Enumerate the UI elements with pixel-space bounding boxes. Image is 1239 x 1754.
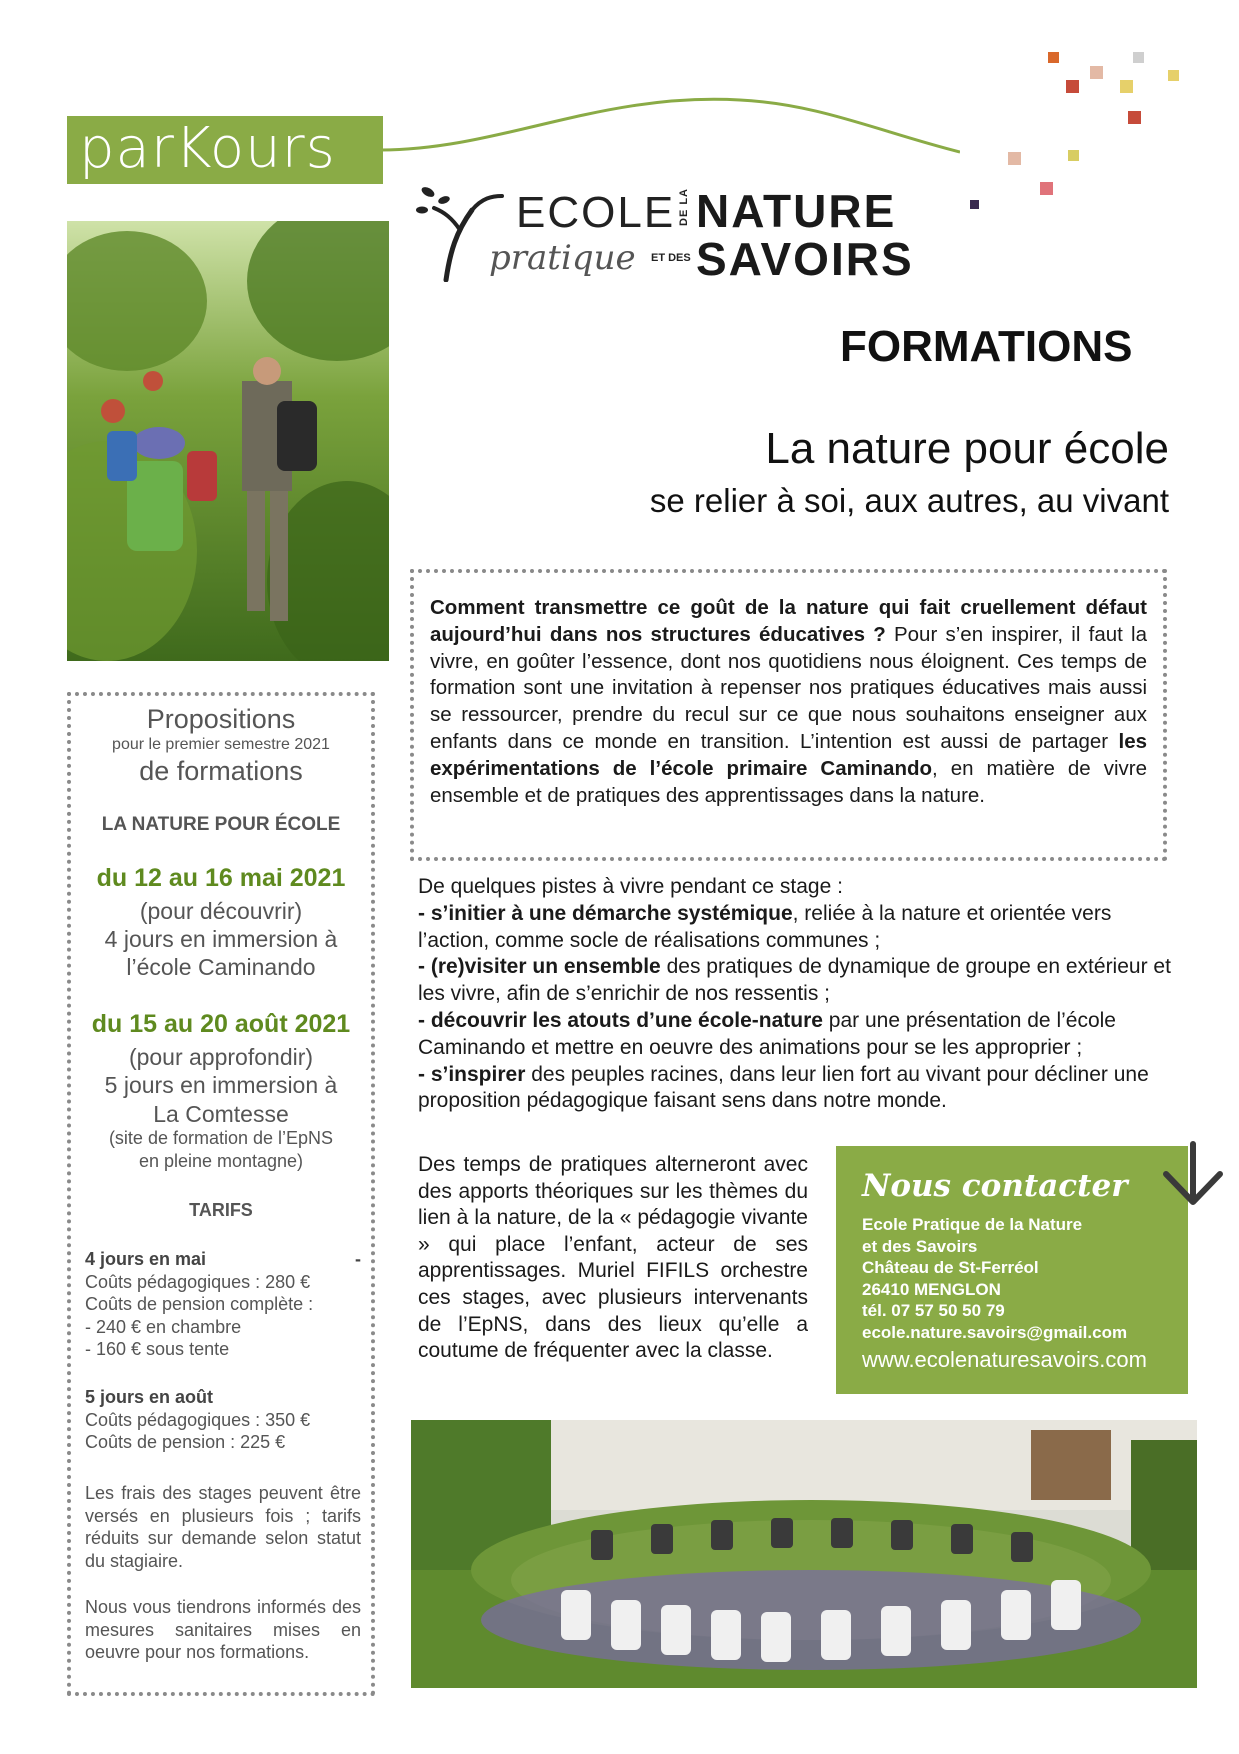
- tarif-line: Coûts pédagogiques : 280 €: [85, 1271, 311, 1292]
- sidebar-subheading: de formations: [139, 756, 303, 786]
- pistes-section: [418, 874, 1178, 1115]
- frais-note: Les frais des stages peuvent être versés en plusieurs fois ; tarifs réduits sur demande selon statut du stagiaire.: [85, 1483, 361, 1571]
- session-2-line: (site de formation de l’EpNS: [108, 1128, 334, 1148]
- intro-box: [410, 569, 1167, 861]
- piste-item: - découvrir les atouts d’une école-nature par une présentation de l’école Caminando et mettre en oeuvre des animations pour se les approprier ;: [418, 1008, 1116, 1059]
- page-title: La nature pour école: [765, 424, 1169, 473]
- website-link[interactable]: www.ecolenaturesavoirs.com: [862, 1347, 1147, 1372]
- piste-item: - s’inspirer des peuples racines, dans leur lien fort au vivant pour décliner une proposition pédagogique faisant sens dans notre monde.: [418, 1062, 1149, 1113]
- tarif-line: Coûts de pension complète :: [85, 1294, 314, 1315]
- session-2-line: La Comtesse: [153, 1101, 289, 1127]
- logo-pratique: pratique: [489, 238, 636, 278]
- sidebar-program-name: LA NATURE POUR ÉCOLE: [101, 814, 341, 835]
- section-heading: FORMATIONS: [840, 322, 1133, 371]
- sidebar-semester: pour le premier semestre 2021: [112, 736, 330, 753]
- tarif-line: - 240 € en chambre: [85, 1316, 242, 1337]
- parkours-logo: parKours: [67, 116, 383, 184]
- swoosh-line: [380, 92, 960, 182]
- contact-line: et des Savoirs: [862, 1236, 978, 1256]
- tarif-line: - 160 € sous tente: [85, 1339, 230, 1360]
- intro-bold-2: les expérimentations de l’école primaire Caminando: [430, 729, 1147, 780]
- contact-email[interactable]: ecole.nature.savoirs@gmail.com: [862, 1322, 1128, 1342]
- logo-et-des: ET DES: [651, 252, 691, 264]
- sidebar-propositions: [67, 692, 375, 1696]
- tarif-mai: [85, 1248, 361, 1361]
- contact-line: 26410 MENGLON: [862, 1279, 1001, 1299]
- piste-item: - s’initier à une démarche systémique, reliée à la nature et orientée vers l’action, comme socle de réalisations communes ;: [418, 901, 1112, 952]
- tarif-line: Coûts de pension : 225 €: [85, 1432, 286, 1453]
- intro-text-2: , en matière de vivre ensemble et de pratiques des apprentissages dans la nature.: [430, 756, 1147, 807]
- logo-nature: NATURE: [696, 185, 897, 237]
- tarifs-heading: TARIFS: [189, 1200, 253, 1220]
- session-2-line: (pour approfondir): [128, 1044, 314, 1070]
- logo-savoirs: SAVOIRS: [696, 233, 914, 285]
- sanitaire-note: Nous vous tiendrons informés des mesures sanitaires mises en oeuvre pour nos formations.: [85, 1597, 361, 1663]
- contact-title: Nous contacter: [862, 1168, 1128, 1204]
- tarif-aout-head: 5 jours en août: [85, 1387, 214, 1407]
- page-subtitle: se relier à soi, aux autres, au vivant: [649, 482, 1169, 519]
- tarif-aout: [85, 1386, 361, 1454]
- temps-paragraph: Des temps de pratiques alterneront avec des apports théoriques sur les thèmes du lien à la nature, de la « pédagogie vivante » qui place l’enfant, acteur de ses apprentissages. Muriel FIFILS orchestre ces stages, avec plusieurs intervenants de l’EpNS, dans des lieux qu’elle a coutume de fréquenter avec la classe.: [418, 1153, 808, 1363]
- contact-details: [862, 1214, 1127, 1343]
- session-2-line: en pleine montagne): [138, 1151, 304, 1171]
- hiking-photo: [67, 221, 389, 661]
- arrow-down-icon: [1160, 1140, 1226, 1210]
- tarif-line: Coûts pédagogiques : 350 €: [85, 1409, 311, 1430]
- session-1-line: l’école Caminando: [126, 954, 316, 980]
- sidebar-heading: Propositions: [146, 704, 296, 734]
- session-1-line: 4 jours en immersion à: [104, 926, 338, 952]
- decorative-squares: [960, 44, 1190, 214]
- session-2-dates: du 15 au 20 août 2021: [91, 1010, 351, 1038]
- school-logo: [416, 180, 936, 284]
- pistes-intro: De quelques pistes à vivre pendant ce stage :: [418, 875, 843, 898]
- tarif-mai-head: 4 jours en mai: [85, 1249, 207, 1269]
- contact-phone: tél. 07 57 50 50 79: [862, 1301, 1005, 1320]
- logo-de-la: DE LA: [678, 188, 690, 226]
- contact-box: [836, 1146, 1188, 1394]
- contact-line: Ecole Pratique de la Nature: [862, 1215, 1083, 1234]
- tarif-mai-dash: -: [355, 1249, 361, 1269]
- intro-paragraph: [430, 595, 1147, 809]
- session-1-dates: du 12 au 16 mai 2021: [96, 864, 346, 892]
- intro-text-1: Pour s’en inspirer, il faut la vivre, en goûter l’essence, dont nos quotidiens nous éloignent. Ces temps de formation sont une invitation à repenser nos pratiques éducatives mais aussi se ressourcer, prendre du recul sur ce que nous souhaitons enseigner aux enfants dans ce monde en transition. L’intention est aussi de partager: [430, 622, 1148, 753]
- intro-bold-lead: Comment transmettre ce goût de la nature qui fait cruellement défaut aujourd’hui dans nos structures éducatives ?: [430, 596, 1147, 646]
- logo-ecole: ECOLE: [516, 188, 676, 237]
- piste-item: - (re)visiter un ensemble des pratiques de dynamique de groupe en extérieur et les vivre, afin de s’enrichir de nos ressentis ;: [418, 955, 1171, 1006]
- session-2-line: 5 jours en immersion à: [104, 1072, 338, 1098]
- contact-line: Château de St-Ferréol: [862, 1258, 1039, 1277]
- session-1-line: (pour découvrir): [139, 898, 303, 924]
- group-circle-photo: [411, 1420, 1197, 1688]
